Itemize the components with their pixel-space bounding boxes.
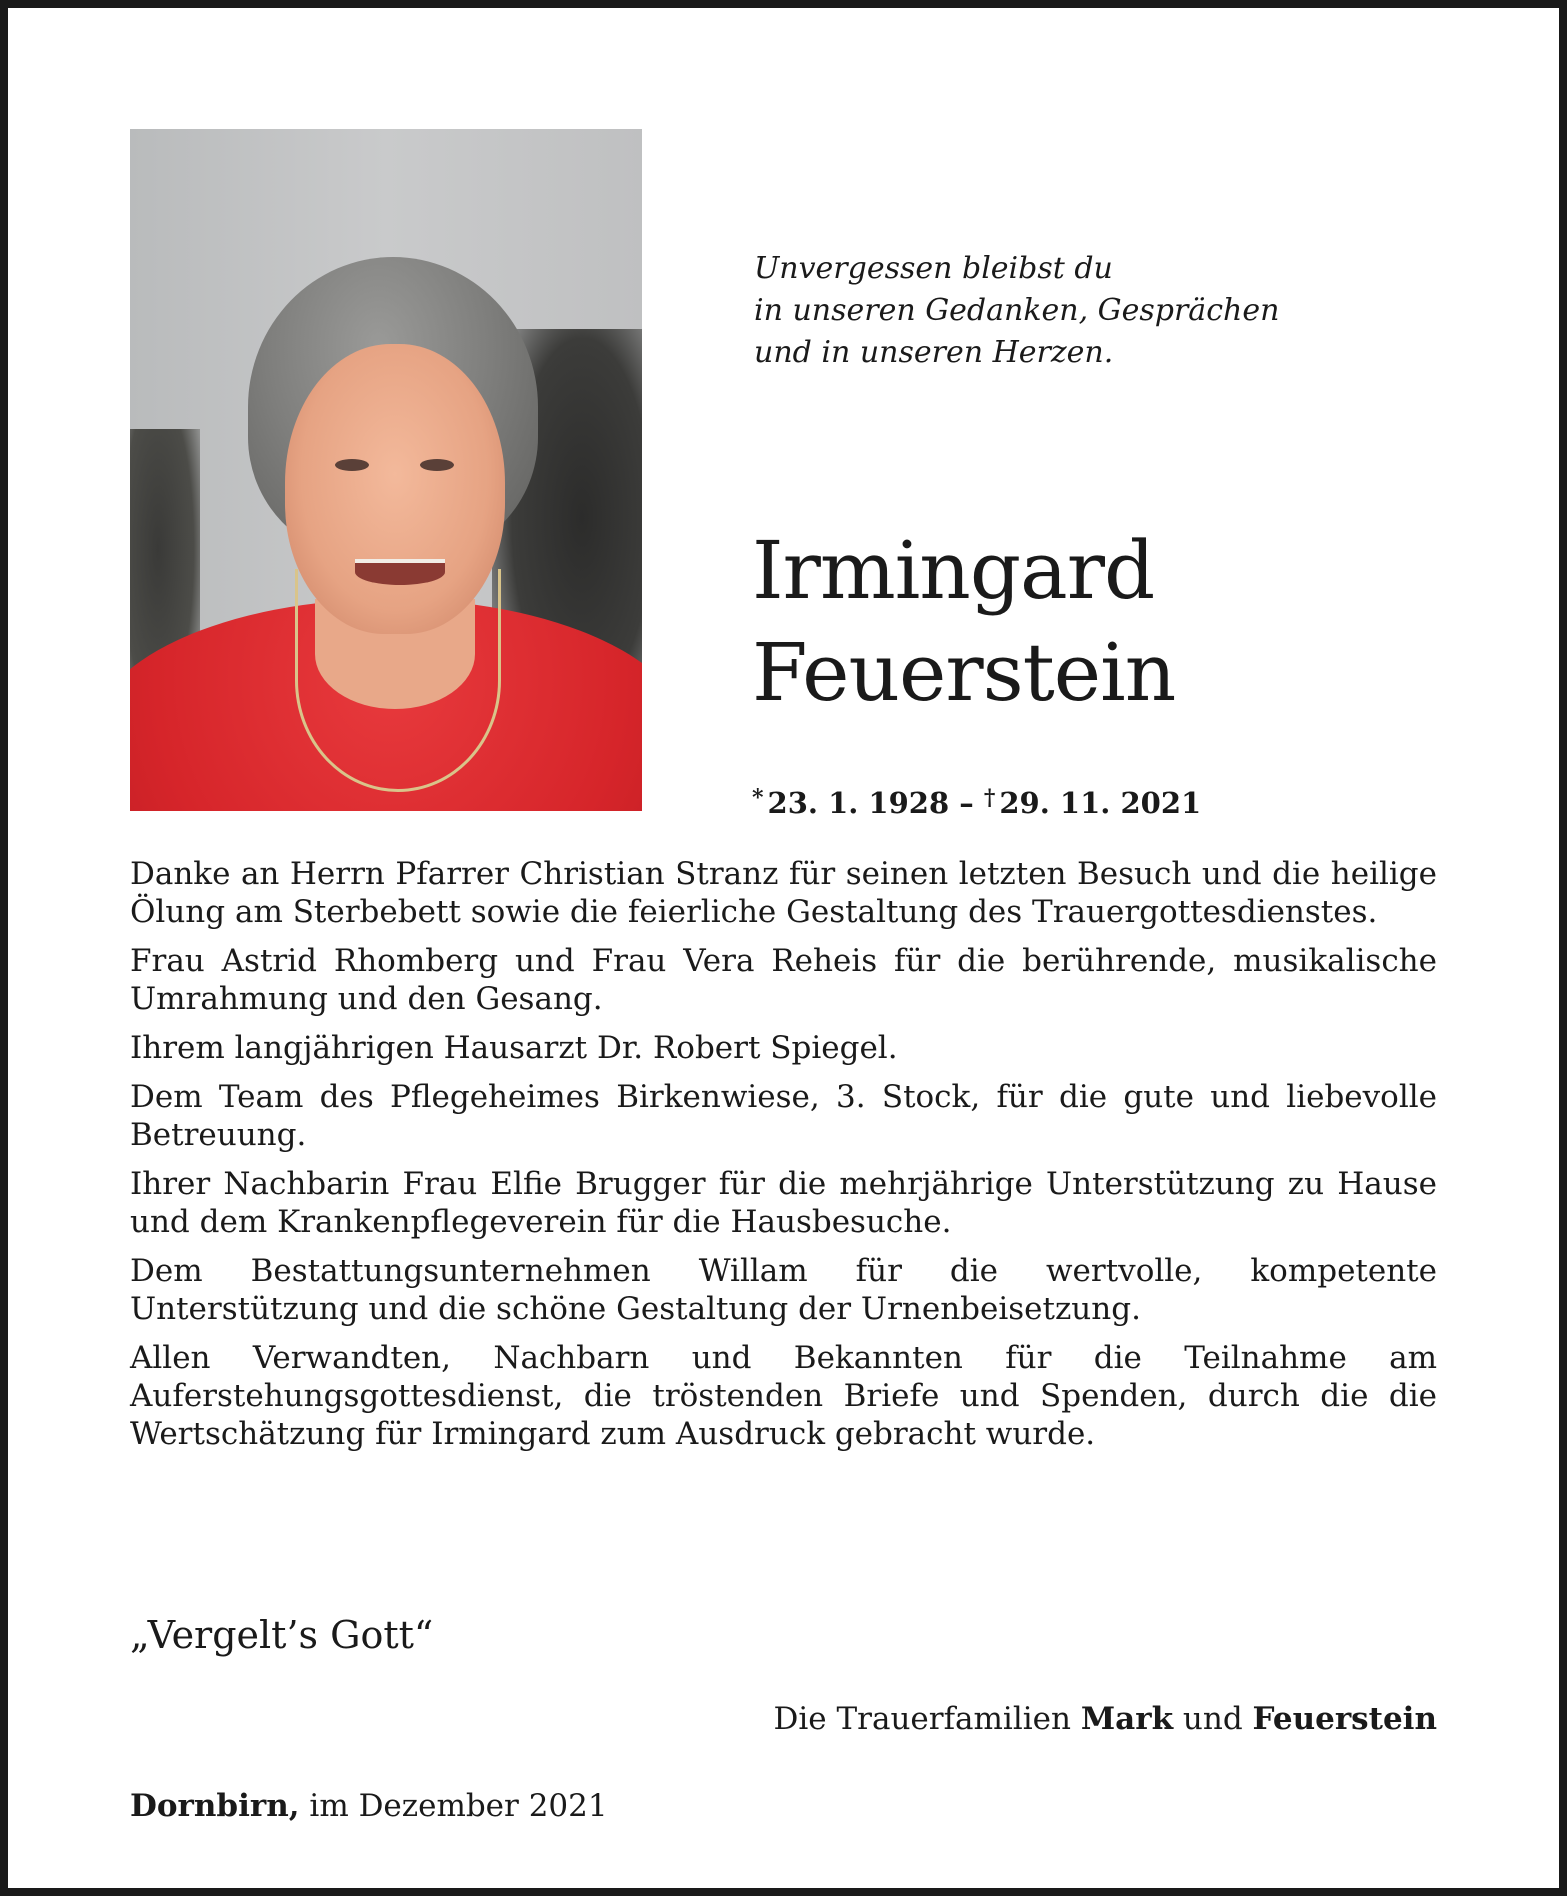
- family-name-mark: Mark: [1080, 1701, 1174, 1737]
- thanks-paragraph: Ihrer Nachbarin Frau Elfie Brugger für die mehrjährige Unterstützung zu Hause und dem Krankenpflegeverein für die Hausbesuche.: [130, 1166, 1437, 1240]
- signature-prefix: Die Trauerfamilien: [773, 1701, 1081, 1737]
- thanks-paragraph: Danke an Herrn Pfarrer Christian Stranz für seinen letzten Besuch und die heilige Ölung am Sterbebett sowie die feierliche Gestaltung des Trauergottesdienstes.: [130, 856, 1437, 930]
- photo-left-eye: [335, 459, 369, 471]
- place-and-date: [130, 1786, 608, 1826]
- death-symbol: †: [983, 785, 996, 811]
- signature-conjunction: und: [1173, 1701, 1253, 1737]
- thanks-paragraph: Frau Astrid Rhomberg und Frau Vera Reheis für die berührende, musikalische Umrahmung und den Gesang.: [130, 943, 1437, 1017]
- thanks-paragraph: Dem Team des Pflegeheimes Birkenwiese, 3. Stock, für die gute und liebevolle Betreuung.: [130, 1079, 1437, 1153]
- birth-symbol: *: [752, 785, 764, 811]
- thanks-text: [130, 855, 1437, 1464]
- deceased-name: Irmingard Feuerstein: [752, 524, 1176, 719]
- vergelts-gott: „Vergelt’s Gott“: [130, 1613, 434, 1657]
- photo-necklace: [295, 569, 501, 792]
- life-dates: [752, 778, 1201, 823]
- memorial-quote: Unvergessen bleibst du in unseren Gedanken, Gesprächen und in unseren Herzen.: [754, 251, 1280, 370]
- thanks-paragraph: Allen Verwandten, Nachbarn und Bekannten für die Teilnahme am Auferstehungsgottesdienst, die tröstenden Briefe und Spenden, durch die die Wertschätzung für Irmingard zum Ausdruck gebracht wurde.: [130, 1340, 1437, 1452]
- place-date: im Dezember 2021: [299, 1788, 608, 1824]
- death-date: 29. 11. 2021: [999, 786, 1202, 820]
- family-signature: [774, 1699, 1438, 1739]
- birth-date: 23. 1. 1928: [767, 786, 950, 820]
- date-separator: –: [949, 786, 984, 820]
- place-city: Dornbirn,: [130, 1788, 300, 1824]
- family-name-feuerstein: Feuerstein: [1252, 1701, 1437, 1737]
- photo-right-eye: [420, 459, 454, 471]
- thanks-paragraph: Dem Bestattungsunternehmen Willam für die wertvolle, kompetente Unterstützung und die schöne Gestaltung der Urnenbeisetzung.: [130, 1253, 1437, 1327]
- portrait-photo: [130, 129, 642, 811]
- thanks-paragraph: Ihrem langjährigen Hausarzt Dr. Robert Spiegel.: [130, 1030, 898, 1066]
